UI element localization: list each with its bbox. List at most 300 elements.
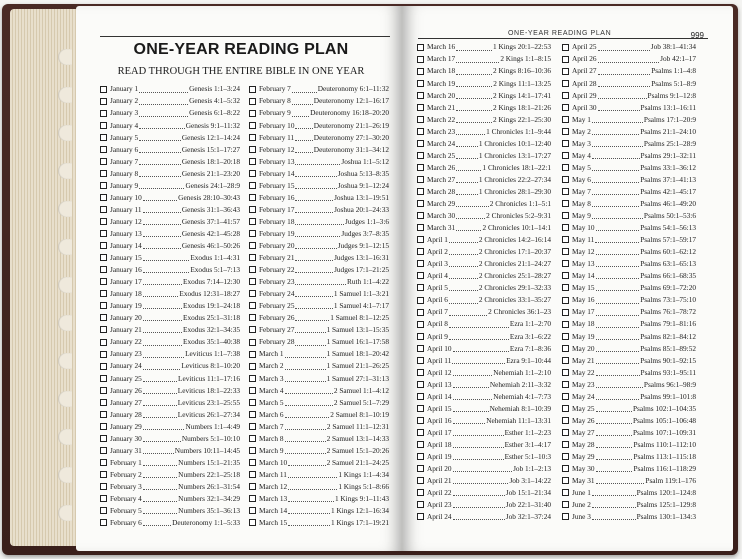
reading-column [417, 41, 551, 523]
checkbox [562, 465, 569, 472]
reading-date: April 23 [427, 500, 452, 510]
reading-row [417, 101, 551, 113]
reading-row [100, 348, 240, 360]
reading-row [562, 161, 696, 173]
reading-row [249, 481, 389, 493]
reading-row [249, 119, 389, 131]
checkbox [249, 411, 256, 418]
scripture-passage: Numbers 1:1–4:49 [185, 421, 240, 431]
scripture-passage: Psalms 63:1–65:13 [640, 259, 696, 269]
reading-row [100, 336, 240, 348]
leader-dots [453, 393, 493, 400]
reading-row [100, 469, 240, 481]
leader-dots [139, 182, 184, 189]
scripture-passage: 2 Chronicles 36:1–23 [488, 307, 551, 317]
leader-dots [295, 158, 340, 165]
reading-date: February 2 [110, 469, 142, 479]
leader-dots [596, 477, 645, 484]
leader-dots [288, 507, 330, 514]
scripture-passage: 1 Chronicles 1:1–9:44 [486, 126, 551, 136]
leader-dots [453, 453, 504, 460]
leader-dots [295, 278, 346, 285]
reading-date: May 28 [572, 439, 595, 449]
checkbox [249, 459, 256, 466]
leader-dots [453, 489, 505, 496]
reading-row [417, 53, 551, 65]
leader-dots [295, 290, 332, 297]
reading-row [100, 119, 240, 131]
thumb-index-tab [58, 353, 72, 369]
checkbox [249, 387, 256, 394]
reading-date: February 22 [259, 265, 295, 275]
checkbox [417, 297, 424, 304]
reading-row [562, 463, 696, 475]
reading-date: February 17 [259, 204, 295, 214]
scripture-passage: 1 Samuel 13:1–15:35 [326, 325, 389, 335]
checkbox [249, 519, 256, 526]
reading-row [249, 444, 389, 456]
reading-row [249, 493, 389, 505]
scripture-passage: 2 Chronicles 29:1–32:33 [478, 283, 551, 293]
reading-date: May 7 [572, 186, 591, 196]
reading-row [249, 300, 389, 312]
leader-dots [453, 465, 513, 472]
reading-date: March 9 [259, 445, 284, 455]
scripture-passage: Numbers 32:1–34:29 [178, 493, 240, 503]
leader-dots [143, 339, 182, 346]
checkbox [249, 483, 256, 490]
checkbox [562, 441, 569, 448]
reading-date: May 15 [572, 283, 595, 293]
reading-date: January 5 [110, 132, 139, 142]
scripture-passage: 2 Chronicles 21:1–24:27 [478, 259, 551, 269]
reading-row [249, 384, 389, 396]
checkbox [562, 188, 569, 195]
checkbox [562, 260, 569, 267]
leader-dots [139, 110, 188, 117]
reading-date: February 25 [259, 301, 295, 311]
leader-dots [598, 104, 640, 111]
reading-date: January 20 [110, 313, 142, 323]
reading-row [562, 499, 696, 511]
reading-date: January 12 [110, 216, 142, 226]
leader-dots [288, 483, 337, 490]
leader-dots [143, 435, 181, 442]
scripture-passage: Exodus 7:14–12:30 [183, 277, 240, 287]
scripture-passage: Psalms 1:1–4:8 [651, 66, 696, 76]
checkbox [249, 339, 256, 346]
reading-date: February 4 [110, 493, 142, 503]
leader-dots [456, 212, 485, 219]
scripture-passage: Leviticus 8:1–10:20 [181, 361, 240, 371]
reading-date: June 3 [572, 512, 591, 522]
leader-dots [295, 266, 333, 273]
reading-date: May 16 [572, 295, 595, 305]
checkbox [562, 405, 569, 412]
reading-date: April 20 [427, 464, 452, 474]
leader-dots [596, 441, 633, 448]
leader-dots [285, 351, 326, 358]
checkbox [417, 104, 424, 111]
leader-dots [285, 363, 326, 370]
checkbox [249, 134, 256, 141]
reading-row [562, 246, 696, 258]
reading-row [249, 95, 389, 107]
leader-dots [592, 212, 643, 219]
scripture-passage: Psalms 57:1–59:17 [640, 235, 696, 245]
scripture-passage: 1 Kings 17:1–19:21 [331, 518, 389, 528]
leader-dots [453, 345, 509, 352]
leader-dots [453, 441, 504, 448]
leader-dots [592, 140, 643, 147]
leader-dots [456, 188, 478, 195]
reading-date: January 21 [110, 325, 142, 335]
scripture-passage: Ezra 7:1–8:36 [509, 343, 551, 353]
reading-row [562, 65, 696, 77]
scripture-passage: 2 Chronicles 1:1–5:1 [489, 198, 551, 208]
scripture-passage: Judges 1:1–3:6 [345, 216, 389, 226]
leader-dots [143, 302, 182, 309]
reading-row [249, 336, 389, 348]
reading-row [562, 89, 696, 101]
leader-dots [295, 206, 333, 213]
thumb-index-tab [58, 467, 72, 483]
scripture-passage: 1 Samuel 4:1–7:17 [333, 301, 389, 311]
scripture-passage: 1 Chronicles 13:1–17:27 [478, 150, 551, 160]
leader-dots [143, 411, 177, 418]
scripture-passage: Psalms 42:1–45:17 [640, 186, 696, 196]
checkbox [417, 212, 424, 219]
checkbox [100, 459, 107, 466]
thumb-index-tab [58, 163, 72, 179]
scripture-passage: 2 Kings 1:1–8:15 [500, 54, 551, 64]
scripture-passage: Psalms 93:1–95:11 [640, 367, 696, 377]
reading-row [100, 396, 240, 408]
checkbox [562, 236, 569, 243]
scripture-passage: Leviticus 18:1–22:33 [177, 385, 240, 395]
leader-dots [449, 309, 487, 316]
scripture-passage: Psalms 125:1–129:8 [636, 500, 696, 510]
reading-row [249, 131, 389, 143]
reading-date: January 8 [110, 168, 139, 178]
leader-dots [596, 417, 632, 424]
scripture-passage: Job 38:1–41:34 [650, 42, 696, 52]
leader-dots [292, 86, 317, 93]
scripture-passage: Numbers 10:11–14:45 [174, 445, 240, 455]
scripture-passage: Judges 3:7–8:35 [341, 228, 389, 238]
reading-row [249, 517, 389, 529]
scripture-passage: Nehemiah 4:1–7:73 [493, 391, 551, 401]
reading-row [562, 125, 696, 137]
scripture-passage: Psalms 82:1–84:12 [640, 331, 696, 341]
reading-date: February 18 [259, 216, 295, 226]
leader-dots [139, 122, 185, 129]
leader-dots [453, 477, 509, 484]
scripture-passage: Psalms 107:1–109:31 [632, 427, 696, 437]
leader-dots [449, 284, 478, 291]
scripture-passage: 2 Chronicles 33:1–35:27 [478, 295, 551, 305]
checkbox [100, 278, 107, 285]
reading-date: February 9 [259, 108, 291, 118]
leader-dots [139, 158, 181, 165]
leader-dots [295, 182, 336, 189]
reading-row [249, 240, 389, 252]
scripture-passage: Psalms 54:1–56:13 [640, 223, 696, 233]
reading-row [100, 420, 240, 432]
reading-date: April 17 [427, 427, 452, 437]
scripture-passage: Ezra 9:1–10:44 [506, 355, 551, 365]
scripture-passage: Judges 13:1–16:31 [334, 253, 389, 263]
scripture-passage: Ezra 1:1–2:70 [509, 319, 551, 329]
scripture-passage: 2 Chronicles 5:2–9:31 [486, 211, 551, 221]
reading-date: May 20 [572, 343, 595, 353]
reading-row [562, 414, 696, 426]
reading-date: May 13 [572, 259, 595, 269]
reading-date: April 22 [427, 488, 452, 498]
checkbox [417, 501, 424, 508]
checkbox [562, 152, 569, 159]
checkbox [562, 309, 569, 316]
checkbox [249, 363, 256, 370]
leader-dots [285, 423, 326, 430]
reading-date: January 27 [110, 397, 142, 407]
reading-date: January 6 [110, 144, 139, 154]
checkbox [562, 140, 569, 147]
checkbox [417, 176, 424, 183]
leader-dots [285, 435, 326, 442]
leader-dots [596, 272, 640, 279]
reading-date: February 10 [259, 120, 295, 130]
reading-row [417, 149, 551, 161]
scripture-passage: Numbers 15:1–21:35 [178, 457, 240, 467]
leader-dots [456, 152, 478, 159]
checkbox [100, 218, 107, 225]
scripture-passage: Deuteronomy 6:1–11:32 [317, 84, 389, 94]
checkbox [417, 164, 424, 171]
reading-date: February 11 [259, 132, 295, 142]
reading-row [249, 288, 389, 300]
reading-row [417, 511, 551, 523]
reading-row [417, 451, 551, 463]
scripture-passage: Genesis 21:1–23:20 [181, 168, 240, 178]
reading-row [562, 318, 696, 330]
reading-date: May 30 [572, 464, 595, 474]
checkbox [100, 423, 107, 430]
checkbox [249, 86, 256, 93]
scripture-passage: Deuteronomy 21:1–26:19 [313, 120, 389, 130]
scripture-passage: Joshua 5:13–8:35 [337, 168, 389, 178]
checkbox [562, 104, 569, 111]
reading-date: January 10 [110, 192, 142, 202]
reading-row [100, 264, 240, 276]
reading-date: January 14 [110, 240, 142, 250]
checkbox [249, 278, 256, 285]
leader-dots [449, 260, 478, 267]
scripture-passage: 2 Samuel 5:1–7:29 [333, 397, 389, 407]
scripture-passage: 1 Kings 5:1–8:66 [338, 481, 389, 491]
scripture-passage: Psalms 120:1–124:8 [636, 488, 696, 498]
scripture-passage: Numbers 26:1–31:54 [178, 481, 240, 491]
scripture-passage: Psalms 69:1–72:20 [640, 283, 696, 293]
leader-dots [288, 459, 325, 466]
scripture-passage: Psalms 85:1–89:52 [640, 343, 696, 353]
leader-dots [295, 122, 312, 129]
checkbox [249, 98, 256, 105]
checkbox [100, 314, 107, 321]
reading-row [100, 505, 240, 517]
scripture-passage: Psalms 66:1–68:35 [640, 271, 696, 281]
checkbox [562, 92, 569, 99]
scripture-passage: Genesis 9:1–11:32 [185, 120, 240, 130]
checkbox [417, 369, 424, 376]
reading-date: January 3 [110, 108, 139, 118]
leader-dots [592, 513, 636, 520]
scripture-passage: 1 Chronicles 18:1–22:1 [482, 162, 551, 172]
reading-row [100, 143, 240, 155]
scripture-passage: 2 Chronicles 25:1–28:27 [478, 271, 551, 281]
reading-row [100, 360, 240, 372]
scripture-passage: 2 Chronicles 14:2–16:14 [478, 235, 551, 245]
checkbox [562, 501, 569, 508]
reading-date: April 2 [427, 247, 448, 257]
reading-date: March 21 [427, 102, 456, 112]
leader-dots [456, 200, 489, 207]
reading-date: January 17 [110, 277, 142, 287]
leader-dots [596, 224, 640, 231]
reading-date: March 27 [427, 174, 456, 184]
checkbox [249, 290, 256, 297]
scripture-passage: Psalms 13:1–16:11 [640, 102, 696, 112]
scripture-passage: 2 Samuel 11:1–12:31 [326, 421, 389, 431]
leader-dots [449, 272, 478, 279]
leader-dots [596, 381, 643, 388]
scripture-passage: Leviticus 26:1–27:34 [177, 409, 240, 419]
checkbox [249, 254, 256, 261]
reading-row [417, 318, 551, 330]
reading-row [417, 475, 551, 487]
checkbox [100, 266, 107, 273]
thumb-index-tab [58, 87, 72, 103]
reading-date: May 10 [572, 223, 595, 233]
reading-row [562, 427, 696, 439]
reading-date: February 28 [259, 337, 295, 347]
reading-date: February 26 [259, 313, 295, 323]
reading-date: March 2 [259, 361, 284, 371]
reading-row [249, 107, 389, 119]
leader-dots [453, 369, 493, 376]
scripture-passage: Genesis 15:1–17:27 [181, 144, 240, 154]
reading-row [249, 456, 389, 468]
reading-date: March 20 [427, 90, 456, 100]
reading-row [100, 300, 240, 312]
checkbox [417, 465, 424, 472]
reading-row [417, 427, 551, 439]
leader-dots [598, 68, 651, 75]
leader-dots [143, 387, 177, 394]
checkbox [562, 164, 569, 171]
reading-date: February 20 [259, 240, 295, 250]
leader-dots [596, 393, 640, 400]
checkbox [249, 314, 256, 321]
checkbox [417, 513, 424, 520]
checkbox [417, 260, 424, 267]
reading-date: January 15 [110, 253, 142, 263]
leader-dots [456, 140, 478, 147]
reading-date: May 27 [572, 427, 595, 437]
leader-dots [456, 68, 492, 75]
checkbox [100, 387, 107, 394]
reading-row [249, 505, 389, 517]
reading-date: February 12 [259, 144, 295, 154]
checkbox [249, 158, 256, 165]
scripture-passage: Esther 1:1–2:23 [504, 427, 551, 437]
checkbox [562, 381, 569, 388]
checkbox [562, 453, 569, 460]
scripture-passage: Psalms 116:1–118:29 [633, 464, 696, 474]
leader-dots [592, 164, 639, 171]
scripture-passage: Psalms 99:1–101:8 [640, 391, 696, 401]
leader-dots [288, 471, 337, 478]
leader-dots [592, 200, 639, 207]
scripture-passage: Esther 5:1–10:3 [504, 451, 551, 461]
reading-row [417, 306, 551, 318]
scripture-passage: Deuteronomy 16:18–20:20 [310, 108, 389, 118]
leader-dots [598, 92, 647, 99]
scripture-passage: Psalms 113:1–115:18 [633, 451, 696, 461]
scripture-passage: 1 Samuel 18:1–20:42 [326, 349, 389, 359]
reading-date: May 4 [572, 150, 591, 160]
leader-dots [139, 134, 181, 141]
reading-date: April 16 [427, 415, 452, 425]
leader-dots [295, 339, 325, 346]
leader-dots [456, 128, 485, 135]
reading-row [417, 294, 551, 306]
reading-date: March 25 [427, 150, 456, 160]
reading-row [249, 432, 389, 444]
leader-dots [595, 236, 639, 243]
reading-date: March 12 [259, 481, 288, 491]
scripture-passage: Job 15:1–21:34 [505, 488, 551, 498]
reading-row [417, 113, 551, 125]
reading-date: March 11 [259, 469, 287, 479]
checkbox [562, 272, 569, 279]
leader-dots [596, 345, 640, 352]
reading-row [417, 270, 551, 282]
reading-date: May 24 [572, 391, 595, 401]
checkbox [100, 411, 107, 418]
reading-date: February 21 [259, 253, 295, 263]
leader-dots [295, 314, 329, 321]
reading-date: February 24 [259, 289, 295, 299]
leader-dots [143, 290, 179, 297]
scripture-passage: 1 Samuel 1:1–3:21 [333, 289, 389, 299]
reading-row [249, 276, 389, 288]
reading-date: April 12 [427, 367, 452, 377]
leader-dots [596, 333, 640, 340]
reading-date: January 18 [110, 289, 142, 299]
leader-dots [285, 387, 333, 394]
leader-dots [285, 399, 333, 406]
leader-dots [285, 411, 330, 418]
checkbox [100, 158, 107, 165]
checkbox [249, 110, 256, 117]
reading-row [417, 234, 551, 246]
leader-dots [596, 321, 640, 328]
scripture-passage: Psalms 21:1–24:10 [640, 126, 696, 136]
reading-date: April 5 [427, 283, 448, 293]
checkbox [100, 146, 107, 153]
reading-date: February 5 [110, 506, 142, 516]
